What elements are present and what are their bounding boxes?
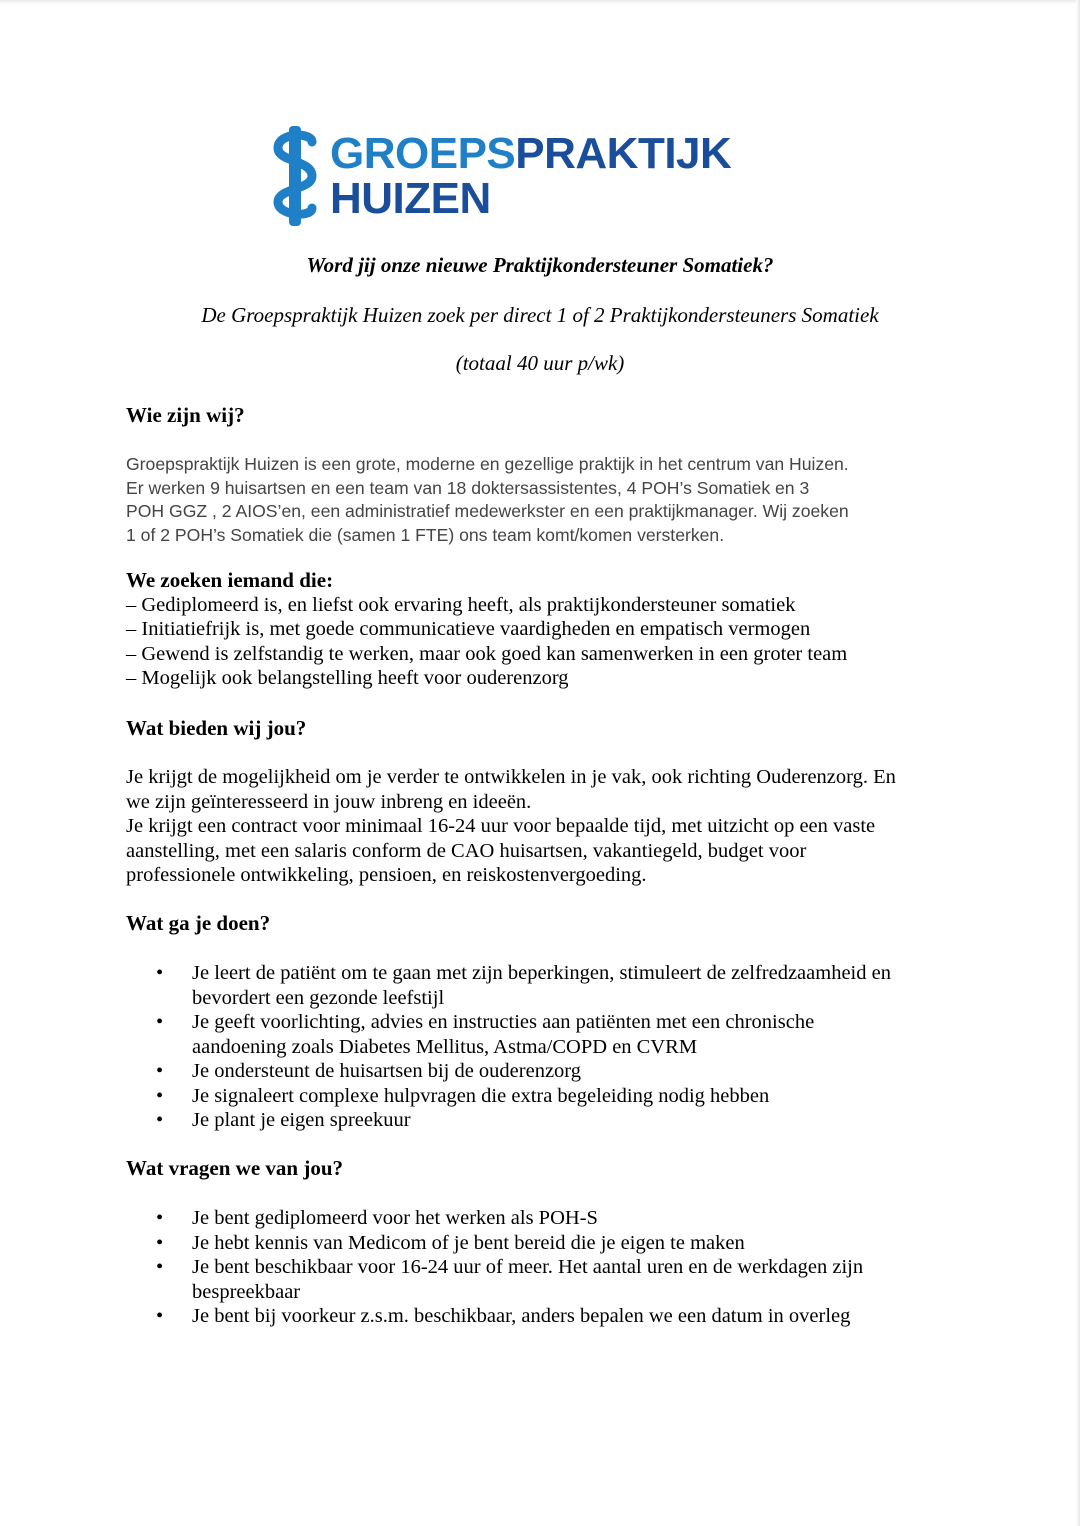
bullet-icon: • bbox=[156, 1109, 164, 1131]
who-line: 1 of 2 POH’s Somatiek die (samen 1 FTE) ons team komt/komen versterken. bbox=[126, 524, 725, 545]
heading-tasks: Wat ga je doen? bbox=[126, 911, 271, 935]
requirement-text: Je bent beschikbaar voor 16-24 uur of meer. Het aantal uren en de werkdagen zijn bbox=[192, 1256, 864, 1278]
heading-who: Wie zijn wij? bbox=[126, 403, 245, 427]
page-right-edge bbox=[1076, 0, 1080, 1526]
requirement-text: bespreekbaar bbox=[192, 1280, 301, 1303]
logo-word-praktijk: PRAKTIJK bbox=[515, 129, 732, 178]
task-item bbox=[126, 1108, 956, 1133]
logo-wordmark bbox=[330, 129, 732, 223]
offer-line: Je krijgt een contract voor minimaal 16-24 uur voor bepaalde tijd, met uitzicht op een vaste bbox=[126, 815, 876, 837]
list-tasks bbox=[126, 961, 956, 1133]
task-item bbox=[126, 1084, 956, 1109]
requirement-item bbox=[126, 1304, 956, 1329]
bullet-icon: • bbox=[156, 1011, 164, 1033]
requirement-text: Je hebt kennis van Medicom of je bent bereid die je eigen te maken bbox=[192, 1231, 745, 1254]
task-item bbox=[126, 1010, 956, 1059]
heading-requirements: Wat vragen we van jou? bbox=[126, 1156, 343, 1180]
seeking-item: – Gediplomeerd is, en liefst ook ervaring heeft, als praktijkondersteuner somatiek bbox=[126, 593, 796, 616]
task-item bbox=[126, 1059, 956, 1084]
offer-line: we zijn geïnteresseerd in jouw inbreng en ideeën. bbox=[126, 790, 532, 813]
heading-seeking: We zoeken iemand die: bbox=[126, 568, 334, 592]
requirement-text: Je bent bij voorkeur z.s.m. beschikbaar, anders bepalen we een datum in overleg bbox=[192, 1305, 851, 1327]
offer-line: Je krijgt de mogelijkheid om je verder te ontwikkelen in je vak, ook richting Ouderenzorg. En bbox=[126, 766, 896, 788]
task-item bbox=[126, 961, 956, 1010]
caduceus-icon bbox=[272, 124, 318, 228]
task-text: Je geeft voorlichting, advies en instructies aan patiënten met een chronische bbox=[192, 1011, 815, 1033]
task-text: Je signaleert complexe hulpvragen die extra begeleiding nodig hebben bbox=[192, 1084, 770, 1107]
bullet-icon: • bbox=[156, 1060, 164, 1082]
task-text: Je plant je eigen spreekuur bbox=[192, 1109, 411, 1131]
bullet-icon: • bbox=[156, 962, 164, 984]
seeking-item: – Mogelijk ook belangstelling heeft voor ouderenzorg bbox=[126, 667, 569, 689]
offer-line: professionele ontwikkeling, pensioen, en reiskostenvergoeding. bbox=[126, 864, 647, 886]
task-text: Je leert de patiënt om te gaan met zijn beperkingen, stimuleert de zelfredzaamheid en bbox=[192, 962, 891, 984]
paragraph-offer bbox=[126, 765, 956, 888]
page-top-edge bbox=[0, 0, 1080, 4]
requirement-text: Je bent gediplomeerd voor het werken als POH-S bbox=[192, 1207, 598, 1229]
seeking-item: – Gewend is zelfstandig te werken, maar ook goed kan samenwerken in een groter team bbox=[126, 642, 848, 665]
heading-offer: Wat bieden wij jou? bbox=[126, 716, 307, 740]
offer-line: aanstelling, met een salaris conform de CAO huisartsen, vakantiegeld, budget voor bbox=[126, 839, 807, 862]
groepspraktijk-logo bbox=[272, 124, 812, 232]
logo-word-huizen: HUIZEN bbox=[330, 174, 491, 223]
vacancy-subtitle: De Groepspraktijk Huizen zoek per direct 1 of 2 Praktijkondersteuners Somatiek bbox=[201, 303, 879, 327]
section-seeking bbox=[126, 568, 956, 691]
bullet-icon: • bbox=[156, 1207, 164, 1229]
bullet-icon: • bbox=[156, 1231, 164, 1254]
who-line: Er werken 9 huisartsen en een team van 18 doktersassistentes, 4 POH’s Somatiek en 3 bbox=[126, 477, 810, 498]
who-line: Groepspraktijk Huizen is een grote, moderne en gezellige praktijk in het centrum van Huizen. bbox=[126, 454, 849, 474]
task-text: aandoening zoals Diabetes Mellitus, Astma/COPD en CVRM bbox=[192, 1035, 698, 1058]
requirement-item bbox=[126, 1231, 956, 1256]
vacancy-hours: (totaal 40 uur p/wk) bbox=[455, 351, 625, 375]
list-requirements bbox=[126, 1206, 956, 1329]
logo-word-groeps: GROEPS bbox=[330, 129, 516, 178]
task-text: bevordert een gezonde leefstijl bbox=[192, 986, 445, 1009]
seeking-item: – Initiatiefrijk is, met goede communicatieve vaardigheden en empatisch vermogen bbox=[126, 618, 811, 640]
bullet-icon: • bbox=[156, 1256, 164, 1278]
bullet-icon: • bbox=[156, 1084, 164, 1107]
who-line: POH GGZ , 2 AIOS’en, een administratief medewerkster en een praktijkmanager. Wij zoeken bbox=[126, 501, 849, 521]
requirement-item bbox=[126, 1255, 956, 1304]
bullet-icon: • bbox=[156, 1305, 164, 1327]
task-text: Je ondersteunt de huisartsen bij de ouderenzorg bbox=[192, 1060, 582, 1082]
requirement-item bbox=[126, 1206, 956, 1231]
vacancy-title: Word jij onze nieuwe Praktijkondersteuner Somatiek? bbox=[306, 253, 774, 277]
paragraph-who bbox=[126, 453, 956, 547]
